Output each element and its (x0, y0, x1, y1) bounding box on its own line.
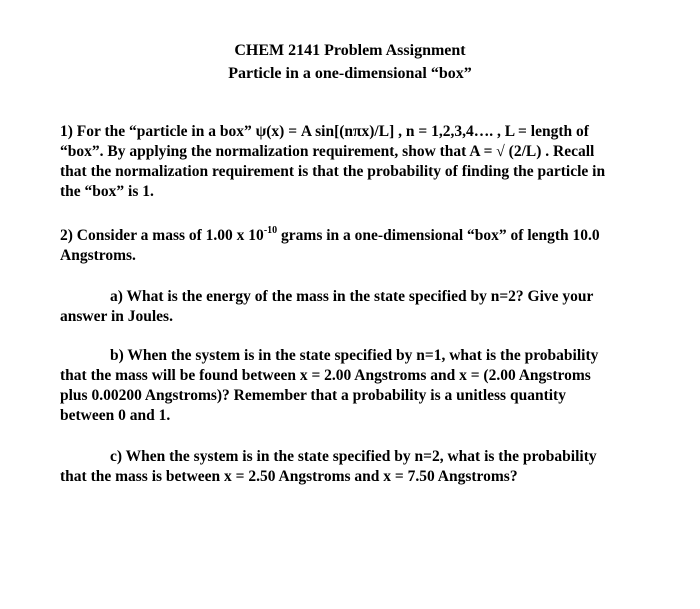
question-2 (60, 226, 685, 266)
question-2a-text: a) What is the energy of the mass in the state specified by n=2? Give your (110, 288, 594, 305)
question-2a (60, 287, 685, 327)
question-2c-line (60, 447, 685, 467)
question-2-text-post: grams in a one-dimensional “box” of length 10.0 (277, 227, 600, 244)
question-1-line: that the normalization requirement is that the probability of finding the particle in (60, 163, 606, 180)
page-title: CHEM 2141 Problem Assignment (234, 42, 466, 59)
question-2-line (60, 226, 685, 246)
question-2c-line: that the mass is between x = 2.50 Angstroms and x = 7.50 Angstroms? (60, 468, 518, 485)
question-2c (60, 447, 685, 487)
question-2a-line: answer in Joules. (60, 308, 173, 325)
question-2-line: Angstroms. (60, 247, 136, 264)
question-2b-line: plus 0.00200 Angstroms)? Remember that a probability is a unitless quantity (60, 387, 566, 404)
question-2-exponent: -10 (263, 224, 278, 236)
question-2b-line (60, 346, 685, 366)
question-2a-line (60, 287, 685, 307)
question-1-line: the “box” is 1. (60, 183, 154, 200)
question-2-text-pre: 2) Consider a mass of 1.00 x 10 (60, 227, 264, 244)
question-2c-text: c) When the system is in the state specified by n=2, what is the probability (110, 448, 597, 465)
question-1-line: “box”. By applying the normalization requirement, show that A = √ (2/L) . Recall (60, 143, 595, 160)
question-2b (60, 346, 685, 426)
question-1-line: 1) For the “particle in a box” ψ(x) = A sin[(nπx)/L] , n = 1,2,3,4…. , L = length of (60, 123, 589, 140)
question-2b-text: b) When the system is in the state specified by n=1, what is the probability (110, 347, 599, 364)
question-2b-line: that the mass will be found between x = 2.00 Angstroms and x = (2.00 Angstroms (60, 367, 591, 384)
question-2b-line: between 0 and 1. (60, 407, 171, 424)
header (0, 39, 700, 85)
page-subtitle: Particle in a one-dimensional “box” (228, 65, 472, 82)
question-1 (60, 122, 685, 202)
